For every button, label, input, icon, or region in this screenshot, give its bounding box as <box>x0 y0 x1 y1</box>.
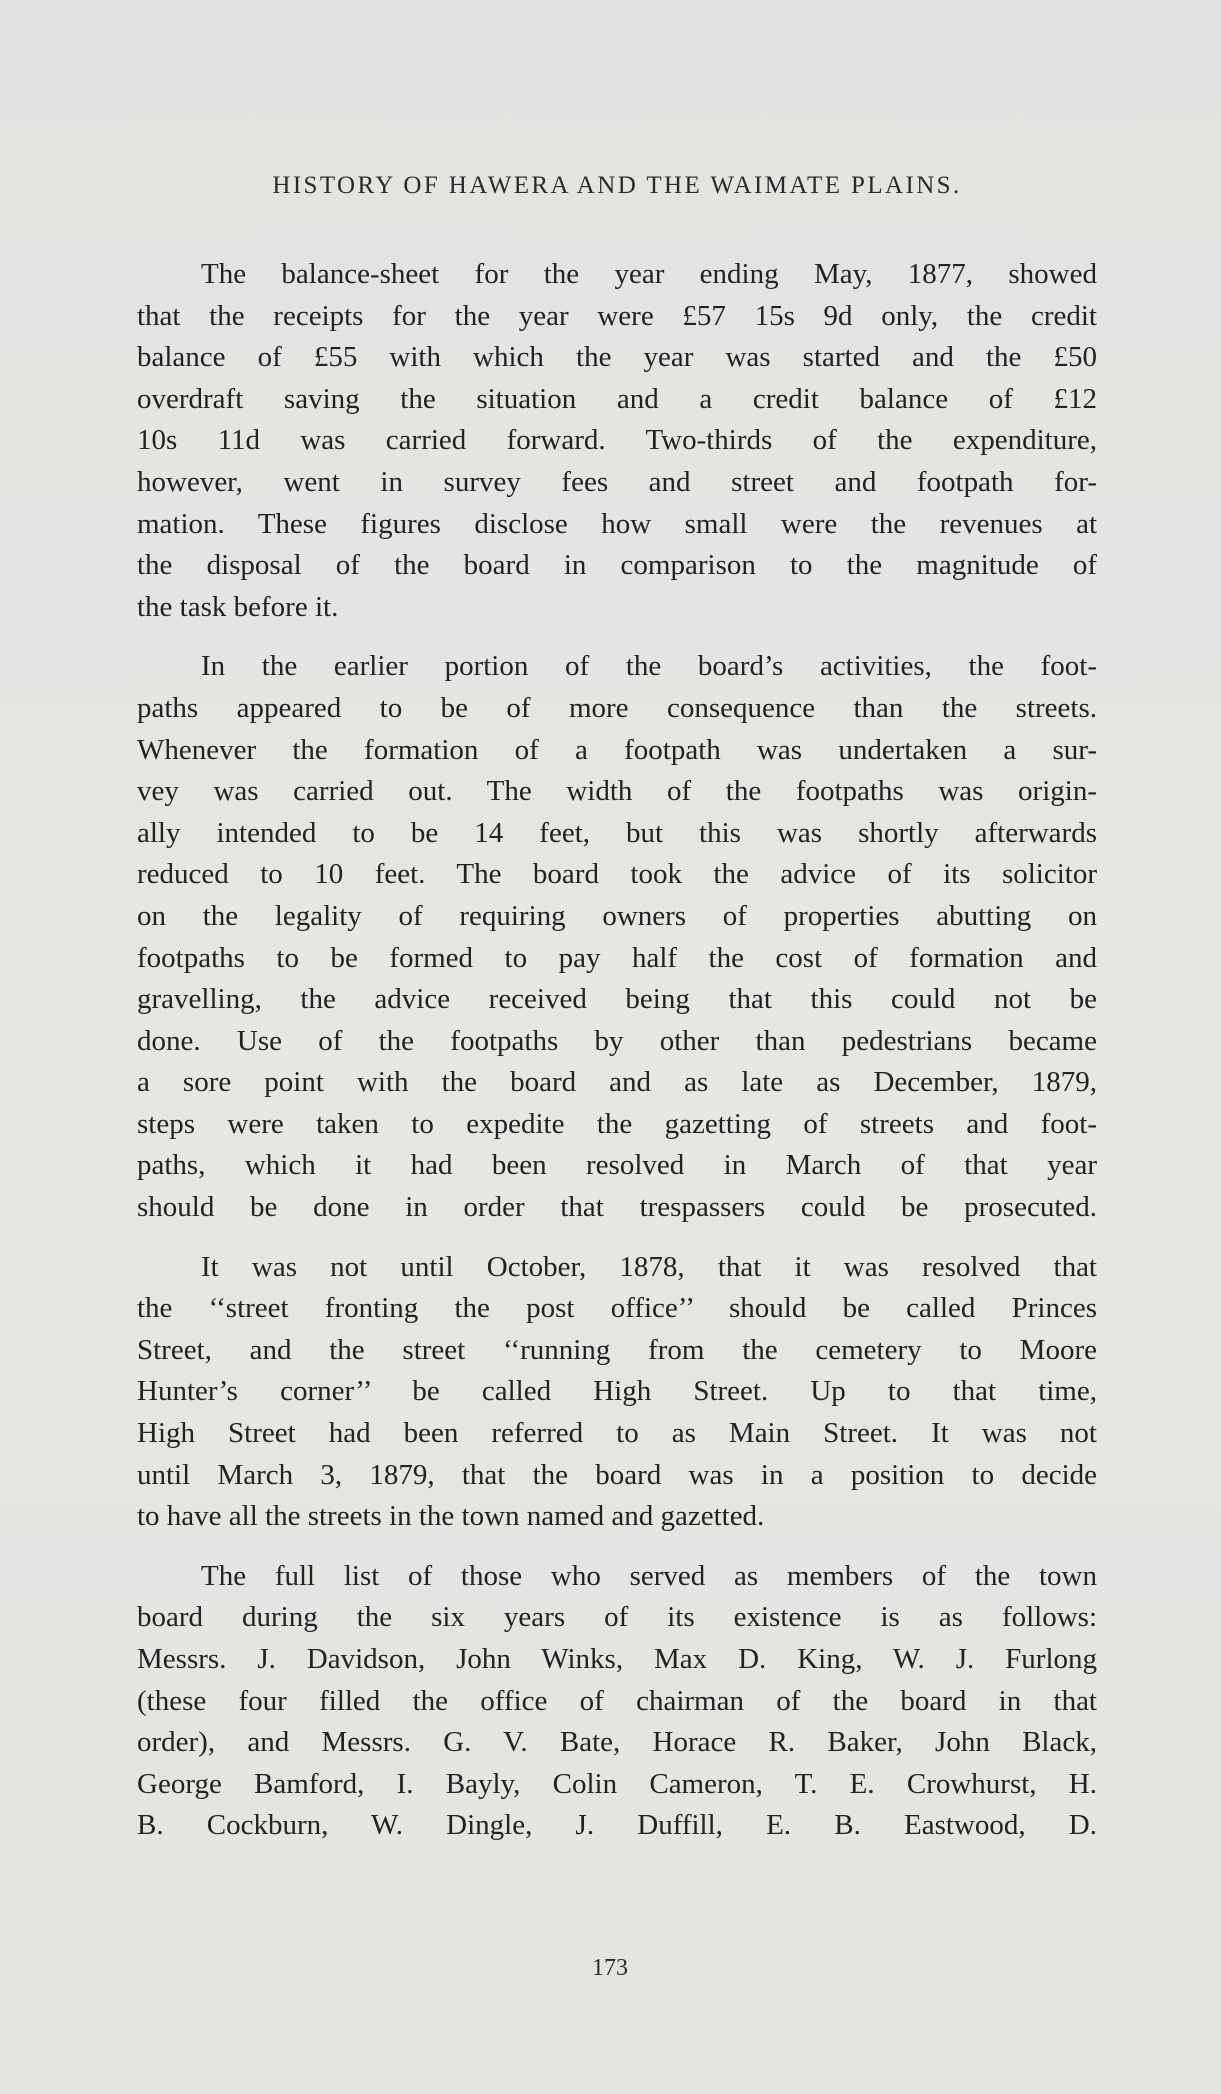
text-line: George Bamford, I. Bayly, Colin Cameron, T. E. Crowhurst, H. <box>137 1767 1097 1800</box>
text-line: Whenever the formation of a footpath was undertaken a sur- <box>137 733 1097 766</box>
text-line: It was not until October, 1878, that it was resolved that <box>201 1250 1097 1283</box>
text-line: Hunter’s corner’’ be called High Street. Up to that time, <box>137 1375 1097 1408</box>
text-line: balance of £55 with which the year was started and the £50 <box>137 341 1097 374</box>
text-line: vey was carried out. The width of the footpaths was origin- <box>137 775 1097 808</box>
text-line: paths appeared to be of more consequence than the streets. <box>137 691 1097 724</box>
text-line: Messrs. J. Davidson, John Winks, Max D. King, W. J. Furlong <box>137 1643 1097 1675</box>
text-line: a sore point with the board and as late as December, 1879, <box>137 1066 1097 1099</box>
text-line: steps were taken to expedite the gazetting of streets and foot- <box>137 1107 1097 1140</box>
text-line: to have all the streets in the town named and gazetted. <box>137 1500 765 1533</box>
text-line: footpaths to be formed to pay half the cost of formation and <box>137 941 1097 974</box>
text-line: mation. These figures disclose how small were the revenues at <box>137 507 1097 540</box>
body-text <box>137 254 1097 1865</box>
paragraph-board-members <box>137 1556 1097 1847</box>
text-line: paths, which it had been resolved in March of that year <box>137 1149 1097 1182</box>
text-line: (these four filled the office of chairman of the board in that <box>137 1684 1097 1717</box>
running-head: HISTORY OF HAWERA AND THE WAIMATE PLAINS. <box>272 172 962 199</box>
page-number: 173 <box>592 1955 628 1981</box>
text-line: The full list of those who served as members of the town <box>201 1559 1097 1592</box>
text-line: The balance-sheet for the year ending May, 1877, showed <box>201 258 1097 290</box>
paragraph-footpaths <box>137 646 1097 1228</box>
text-line: should be done in order that trespassers could be prosecuted. <box>137 1191 1097 1224</box>
text-line: the ‘‘street fronting the post office’’ should be called Princes <box>137 1292 1097 1325</box>
text-line: done. Use of the footpaths by other than pedestrians became <box>137 1024 1097 1057</box>
text-line: reduced to 10 feet. The board took the advice of its solicitor <box>137 858 1097 891</box>
text-line: board during the six years of its existence is as follows: <box>137 1601 1097 1634</box>
text-line: the task before it. <box>137 590 339 623</box>
text-line: the disposal of the board in comparison to the magnitude of <box>137 549 1097 582</box>
paragraph-street-names <box>137 1247 1097 1538</box>
text-line: High Street had been referred to as Main Street. It was not <box>137 1417 1097 1450</box>
text-line: on the legality of requiring owners of properties abutting on <box>137 899 1097 932</box>
text-line: B. Cockburn, W. Dingle, J. Duffill, E. B. Eastwood, D. <box>137 1809 1097 1842</box>
text-line: order), and Messrs. G. V. Bate, Horace R. Baker, John Black, <box>137 1726 1097 1759</box>
text-line: until March 3, 1879, that the board was in a position to decide <box>137 1458 1097 1491</box>
text-line: that the receipts for the year were £57 15s 9d only, the credit <box>137 299 1097 332</box>
text-line: Street, and the street ‘‘running from the cemetery to Moore <box>137 1333 1097 1366</box>
paragraph-balance-sheet <box>137 254 1097 628</box>
text-line: 10s 11d was carried forward. Two-thirds of the expenditure, <box>137 424 1097 457</box>
text-line: overdraft saving the situation and a credit balance of £12 <box>137 382 1097 415</box>
text-line: ally intended to be 14 feet, but this was shortly afterwards <box>137 816 1097 849</box>
text-line: gravelling, the advice received being that this could not be <box>137 983 1097 1016</box>
text-line: however, went in survey fees and street and footpath for- <box>137 465 1097 498</box>
text-line: In the earlier portion of the board’s activities, the foot- <box>201 650 1097 683</box>
